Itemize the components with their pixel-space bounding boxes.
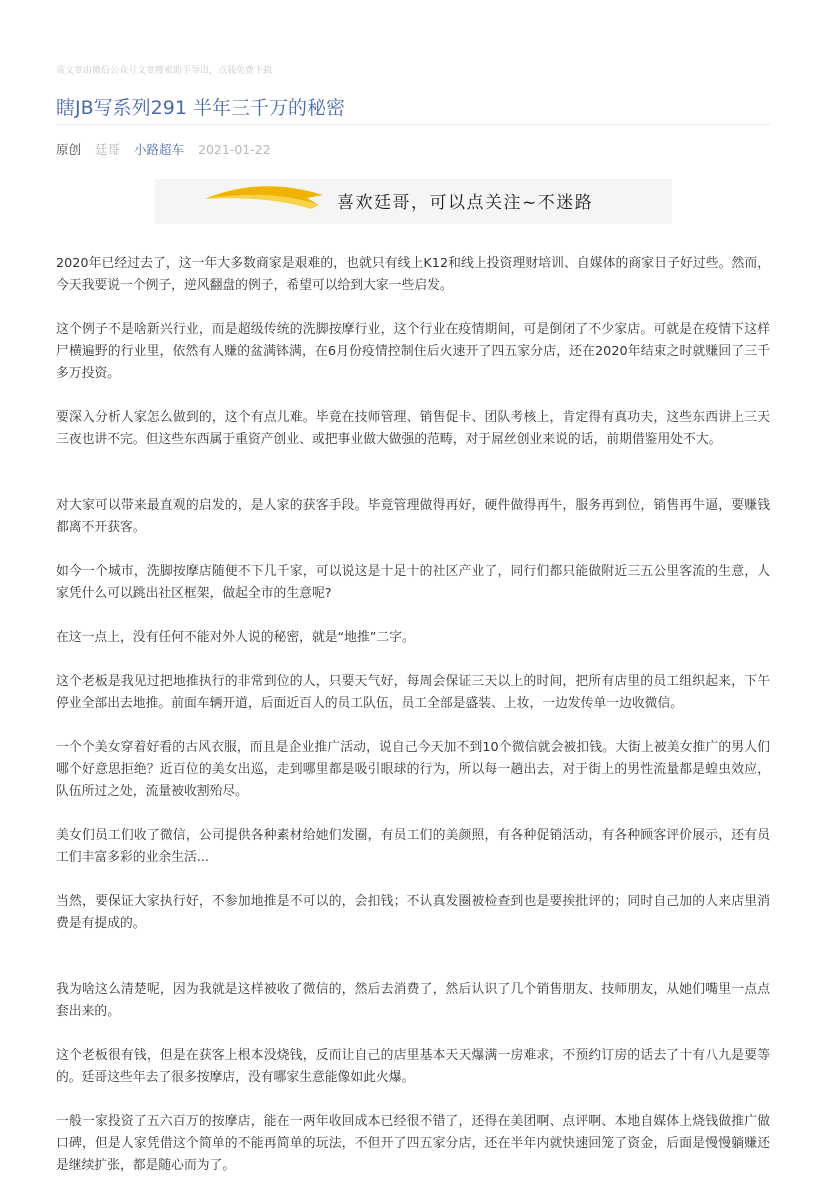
article-body [56, 253, 770, 1177]
article-title: 瞎JB写系列291 半年三千万的秘密 [56, 97, 345, 119]
paragraph: 一个个美女穿着好看的古风衣服，而且是企业推广活动，说自己今天加不到10个微信就会被扣钱。大街上被美女推广的男人们哪个好意思拒绝？近百位的美女出巡，走到哪里都是吸引眼球的行为，所以每一趟出去，对于街上的男性流量都是蝗虫效应，队伍所过之处，流量被收割殆尽。 [56, 740, 770, 799]
paragraph: 我为啥这么清楚呢，因为我就是这样被收了微信的，然后去消费了，然后认识了几个销售朋友、技师朋友，从她们嘴里一点点套出来的。 [56, 982, 770, 1019]
paragraph: 这个例子不是啥新兴行业，而是超级传统的洗脚按摩行业，这个行业在疫情期间，可是倒闭了不少家店。可就是在疫情下这样尸横遍野的行业里，依然有人赚的盆满钵满，在6月份疫情控制住后火速开了四五家分店，还在2020年结束之时就赚回了三千多万投资。 [56, 322, 770, 381]
paragraph: 当然，要保证大家执行好，不参加地推是不可以的，会扣钱；不认真发圈被检查到也是要挨批评的；同时自己加的人来店里消费是有提成的。 [56, 894, 770, 931]
paragraph: 要深入分析人家怎么做到的，这个有点儿难。毕竟在技师管理、销售促卡、团队考核上，肯定得有真功夫，这些东西讲上三天三夜也讲不完。但这些东西属于重资产创业、或把事业做大做强的范畴，对于屌丝创业来说的话，前期借鉴用处不大。 [56, 410, 770, 447]
author-name: 廷哥 [95, 142, 121, 157]
original-tag: 原创 [56, 142, 82, 157]
paragraph: 对大家可以带来最直观的启发的，是人家的获客手段。毕竟管理做得再好，硬件做得再牛，服务再到位，销售再牛逼，要赚钱都离不开获客。 [56, 498, 770, 535]
article-meta [56, 140, 281, 158]
publish-date: 2021-01-22 [198, 142, 271, 157]
paragraph: 这个老板是我见过把地推执行的非常到位的人，只要天气好，每周会保证三天以上的时间，把所有店里的员工组织起来，下午停业全部出去地推。前面车辆开道，后面近百人的员工队伍，员工全部是盛装、上妆，一边发传单一边收微信。 [56, 674, 770, 711]
export-notice-link[interactable]: 该文章由微信公众号文章搜索助手导出，点我免费下载 [56, 66, 273, 76]
paragraph: 在这一点上，没有任何不能对外人说的秘密，就是“地推”二字。 [56, 630, 415, 645]
follow-banner-text: 喜欢廷哥，可以点关注~不迷路 [337, 193, 594, 213]
account-link[interactable]: 小路超车 [134, 142, 185, 157]
paragraph: 2020年已经过去了，这一年大多数商家是艰难的，也就只有线上K12和线上投资理财培训、自媒体的商家日子好过些。然而，今天我要说一个例子，逆风翻盘的例子，希望可以给到大家一些启发。 [56, 256, 770, 293]
title-divider [56, 124, 770, 125]
arrow-icon [203, 179, 333, 224]
paragraph: 美女们员工们收了微信，公司提供各种素材给她们发圈，有员工们的美颜照，有各种促销活动，有各种顾客评价展示，还有员工们丰富多彩的业余生活... [56, 828, 770, 865]
follow-banner [155, 179, 672, 224]
paragraph: 如今一个城市，洗脚按摩店随便不下几千家，可以说这是十足十的社区产业了，同行们都只能做附近三五公里客流的生意，人家凭什么可以跳出社区框架，做起全市的生意呢? [56, 564, 770, 601]
paragraph: 一般一家投资了五六百万的按摩店，能在一两年收回成本已经很不错了，还得在美团啊、点评啊、本地自媒体上烧钱做推广做口碑，但是人家凭借这个简单的不能再简单的玩法，不但开了四五家分店，还在半年内就快速回笼了资金，后面是慢慢躺赚还是继续扩张，都是随心而为了。 [56, 1114, 770, 1173]
paragraph: 这个老板很有钱，但是在获客上根本没烧钱，反而让自己的店里基本天天爆满一房难求，不预约订房的话去了十有八九是要等的。廷哥这些年去了很多按摩店，没有哪家生意能像如此火爆。 [56, 1048, 770, 1085]
